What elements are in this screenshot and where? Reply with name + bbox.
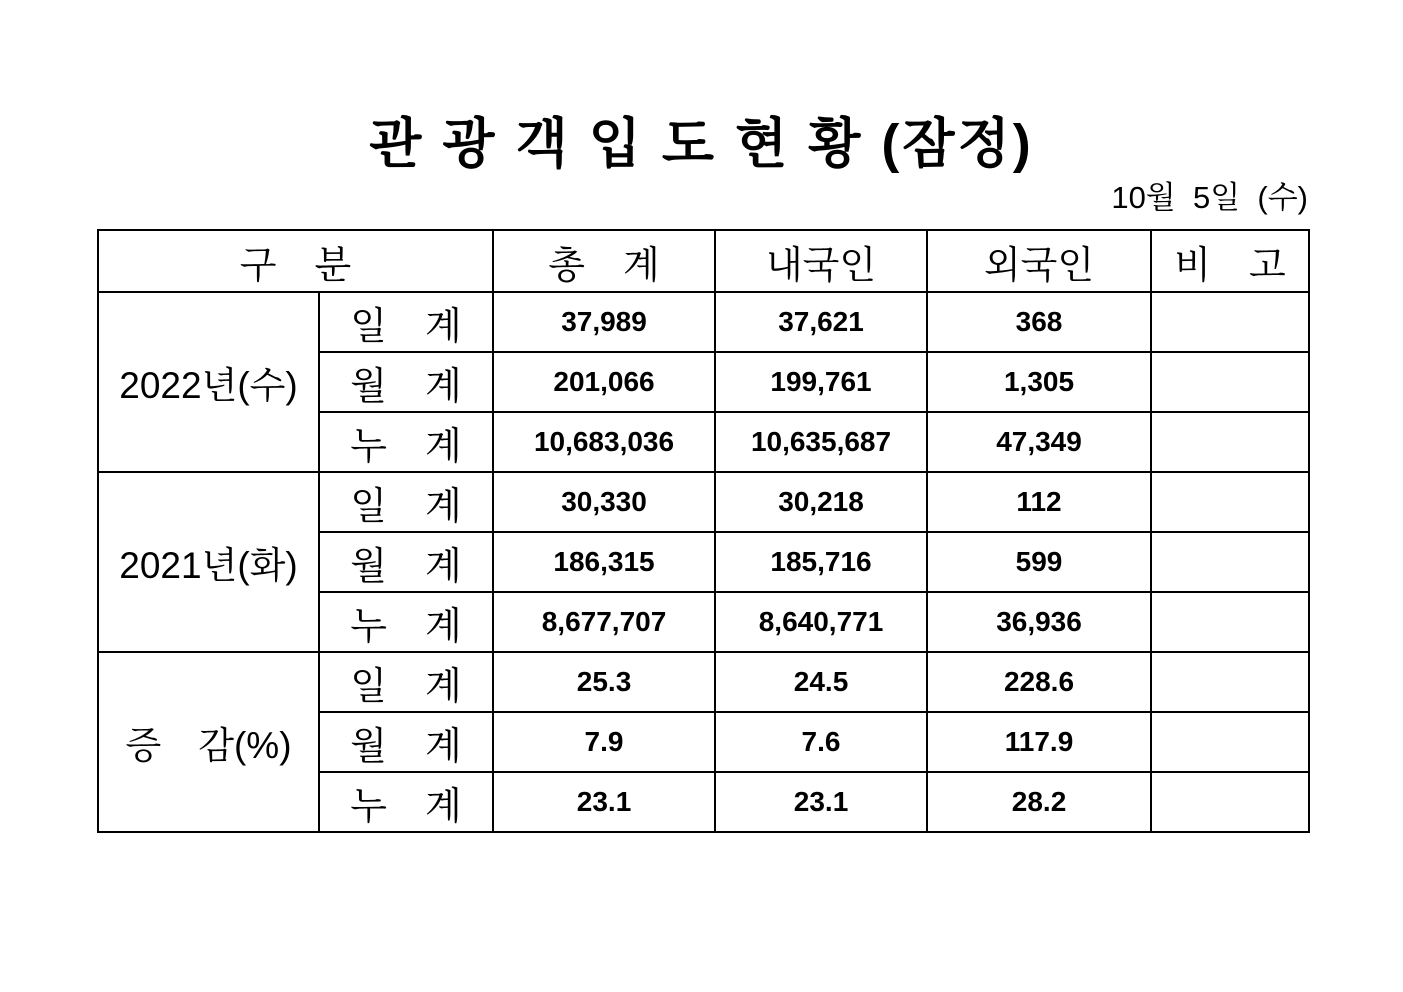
header-category: 구 분 [98,230,493,292]
table-row [98,652,1309,712]
tourist-arrivals-table [97,229,1310,833]
row-label-daily: 일 계 [319,652,493,712]
header-note: 비 고 [1151,230,1309,292]
table-row [98,472,1309,532]
row-label-cumulative: 누 계 [319,412,493,472]
row-label-cumulative: 누 계 [319,772,493,832]
value-foreign: 599 [927,532,1151,592]
value-domestic: 10,635,687 [715,412,927,472]
note-cell [1151,472,1309,532]
value-domestic: 7.6 [715,712,927,772]
value-foreign: 117.9 [927,712,1151,772]
value-domestic: 199,761 [715,352,927,412]
value-total: 37,989 [493,292,715,352]
value-total: 7.9 [493,712,715,772]
row-label-cumulative: 누 계 [319,592,493,652]
value-foreign: 228.6 [927,652,1151,712]
value-foreign: 1,305 [927,352,1151,412]
row-label-daily: 일 계 [319,472,493,532]
value-total: 25.3 [493,652,715,712]
value-total: 186,315 [493,532,715,592]
group-label-change: 증 감(%) [98,652,319,832]
group-label-2022: 2022년(수) [98,292,319,472]
value-foreign: 47,349 [927,412,1151,472]
note-cell [1151,352,1309,412]
note-cell [1151,292,1309,352]
value-domestic: 23.1 [715,772,927,832]
note-cell [1151,712,1309,772]
value-foreign: 112 [927,472,1151,532]
header-total: 총 계 [493,230,715,292]
value-foreign: 36,936 [927,592,1151,652]
note-cell [1151,412,1309,472]
note-cell [1151,532,1309,592]
table-row [98,292,1309,352]
row-label-monthly: 월 계 [319,712,493,772]
value-foreign: 368 [927,292,1151,352]
value-domestic: 185,716 [715,532,927,592]
row-label-monthly: 월 계 [319,352,493,412]
page-title: 관 광 객 입 도 현 황 (잠정) [369,114,1034,174]
value-total: 201,066 [493,352,715,412]
header-row [98,230,1309,292]
report-date: 10월 5일 (수) [1111,180,1308,215]
value-domestic: 37,621 [715,292,927,352]
note-cell [1151,592,1309,652]
value-total: 30,330 [493,472,715,532]
row-label-monthly: 월 계 [319,532,493,592]
group-label-2021: 2021년(화) [98,472,319,652]
value-domestic: 24.5 [715,652,927,712]
value-total: 23.1 [493,772,715,832]
value-total: 8,677,707 [493,592,715,652]
header-foreign: 외국인 [927,230,1151,292]
value-domestic: 8,640,771 [715,592,927,652]
note-cell [1151,772,1309,832]
value-domestic: 30,218 [715,472,927,532]
row-label-daily: 일 계 [319,292,493,352]
value-foreign: 28.2 [927,772,1151,832]
note-cell [1151,652,1309,712]
value-total: 10,683,036 [493,412,715,472]
header-domestic: 내국인 [715,230,927,292]
